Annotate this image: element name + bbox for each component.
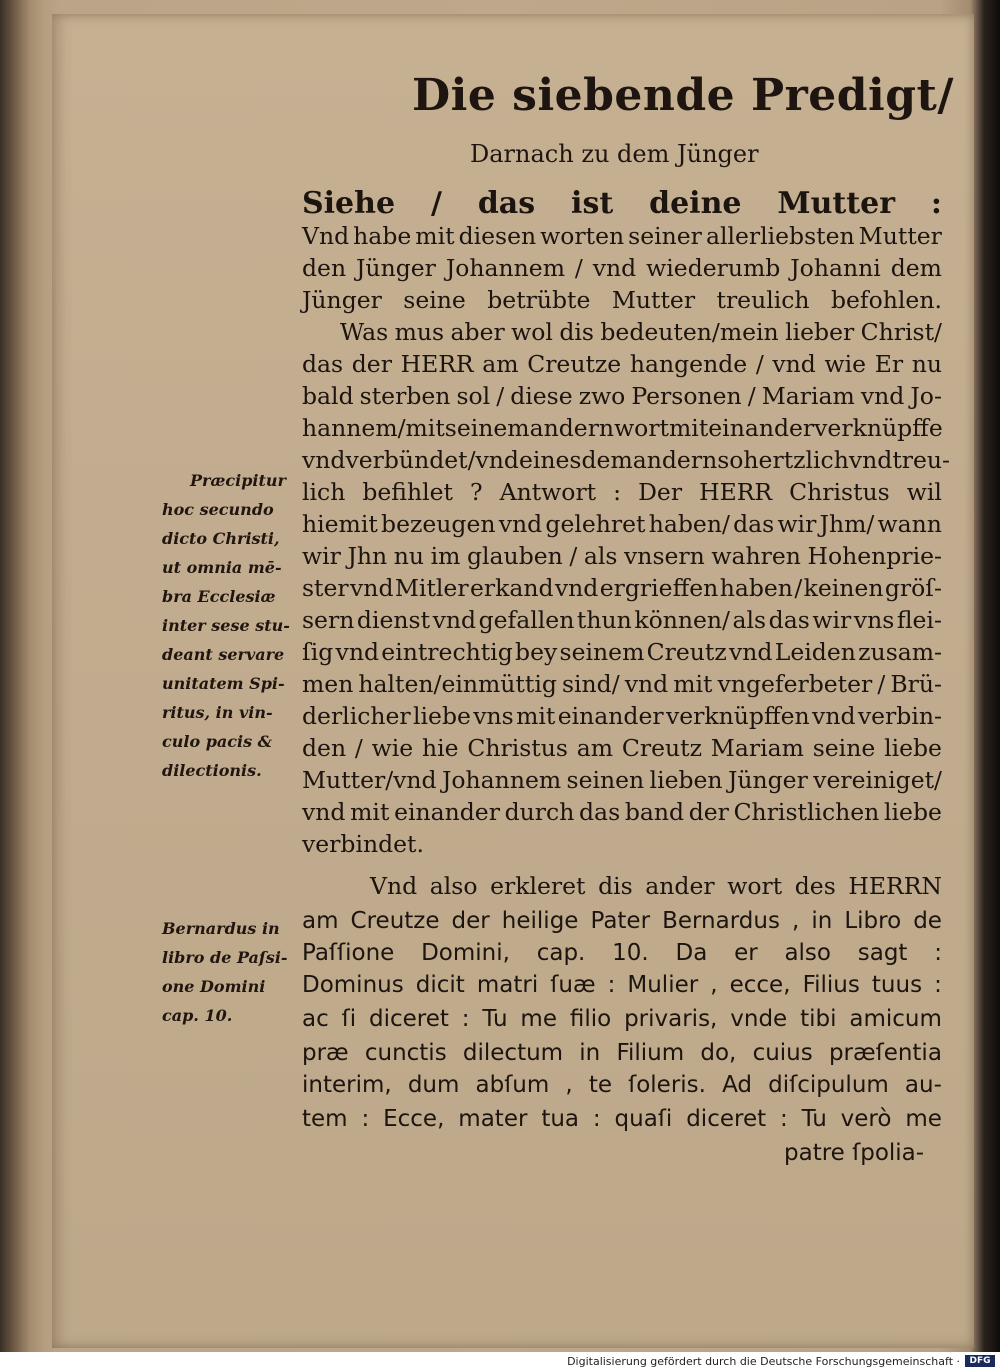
text-line: hannem/mit seinem andern wort mit einander verknüpffe — [302, 414, 943, 442]
text-line: vnd mit einander durch das band der Christlichen liebe — [302, 798, 942, 826]
margin-note-line: deant servare — [162, 645, 285, 664]
margin-note-line: dilectionis. — [162, 761, 262, 780]
catchword: patre ſpolia- — [784, 1140, 925, 1166]
margin-note-line: unitatem Spi- — [162, 674, 285, 693]
text-line: tem : Ecce, mater tua : quaſi diceret : Tu verò me — [302, 1106, 942, 1132]
text-line: præ cunctis dilectum in Filium do, cuius præſentia — [302, 1040, 942, 1066]
text-line: wir Jhn nu im glauben / als vnsern wahren Hohenprie- — [302, 542, 942, 570]
text-line: derlicher liebe vns mit einander verknüpffen vnd verbin- — [302, 702, 942, 730]
margin-note-line: Præcipitur — [190, 471, 286, 490]
text-line: lich befihlet ? Antwort : Der HERR Christus wil — [302, 478, 942, 506]
footer-bar — [0, 1352, 1000, 1371]
text-line: am Creutze der heilige Pater Bernardus , in Libro de — [302, 908, 942, 934]
margin-note — [162, 466, 292, 785]
margin-note — [162, 914, 292, 1030]
text-line: ster vnd Mitler erkand vnd ergrieffen haben / keinen gröſ- — [302, 574, 942, 602]
text-line: ſig vnd eintrechtig bey seinem Creutz vnd Leiden zusam- — [302, 638, 942, 666]
margin-note-line: hoc secundo — [162, 500, 274, 519]
page-title: Die siebende Predigt/ — [412, 70, 954, 121]
text-line: ac ſi diceret : Tu me filio privaris, vnde tibi amicum — [302, 1006, 942, 1032]
margin-note-line: bra Ecclesiæ — [162, 587, 276, 606]
text-line: Dominus dicit matri ſuæ : Mulier , ecce, Filius tuus : — [302, 972, 942, 998]
text-line: verbindet. — [302, 830, 424, 858]
text-line: Mutter/vnd Johannem seinen lieben Jünger vereiniget/ — [302, 766, 942, 794]
text-line: das der HERR am Creutze hangende / vnd wie Er nu — [302, 350, 942, 378]
margin-note-line: culo pacis & — [162, 732, 273, 751]
text-line: bald sterben sol / diese zwo Personen / Mariam vnd Jo- — [302, 382, 942, 410]
margin-note-line: ut omnia mē- — [162, 558, 282, 577]
text-line: Vnd habe mit diesen worten seiner allerliebsten Mutter — [302, 222, 942, 250]
margin-note-line: cap. 10. — [162, 1006, 233, 1025]
text-line: sern dienst vnd gefallen thun können/ als das wir vns flei- — [302, 606, 942, 634]
margin-note-line: Bernardus in — [162, 919, 280, 938]
text-line: men halten/einmüttig sind/ vnd mit vngeferbeter / Brü- — [302, 670, 942, 698]
margin-note-line: one Domini — [162, 977, 266, 996]
subheading: Darnach zu dem Jünger — [470, 140, 759, 168]
text-line: Was mus aber wol dis bedeuten/mein lieber Christ/ — [340, 318, 942, 346]
text-line: vnd verbündet/vnd eines dem andern so hertzlich vnd treu- — [302, 446, 950, 474]
text-line: hiemit bezeugen vnd gelehret haben/ das wir Jhm/ wann — [302, 510, 942, 538]
text-line: den Jünger Johannem / vnd wiederumb Johanni dem — [302, 254, 942, 282]
footer-credit: Digitalisierung gefördert durch die Deutsche Forschungsgemeinschaft · — [567, 1355, 960, 1368]
margin-note-line: ritus, in vin- — [162, 703, 273, 722]
margin-note-line: inter sese stu- — [162, 616, 290, 635]
dfg-logo: DFG — [965, 1355, 995, 1367]
text-line: den / wie hie Christus am Creutz Mariam seine liebe — [302, 734, 942, 762]
text-line: Jünger seine betrübte Mutter treulich befohlen. — [302, 286, 942, 314]
margin-note-line: libro de Paſsi- — [162, 948, 288, 967]
text-line: Siehe / das ist deine Mutter : — [302, 186, 942, 221]
margin-note-line: dicto Christi, — [162, 529, 280, 548]
text-line: Paſſione Domini, cap. 10. Da er also sagt : — [302, 940, 942, 966]
text-line: interim, dum abſum , te ſoleris. Ad diſcipulum au- — [302, 1072, 942, 1098]
text-line: Vnd also erkleret dis ander wort des HERRN — [370, 872, 942, 900]
